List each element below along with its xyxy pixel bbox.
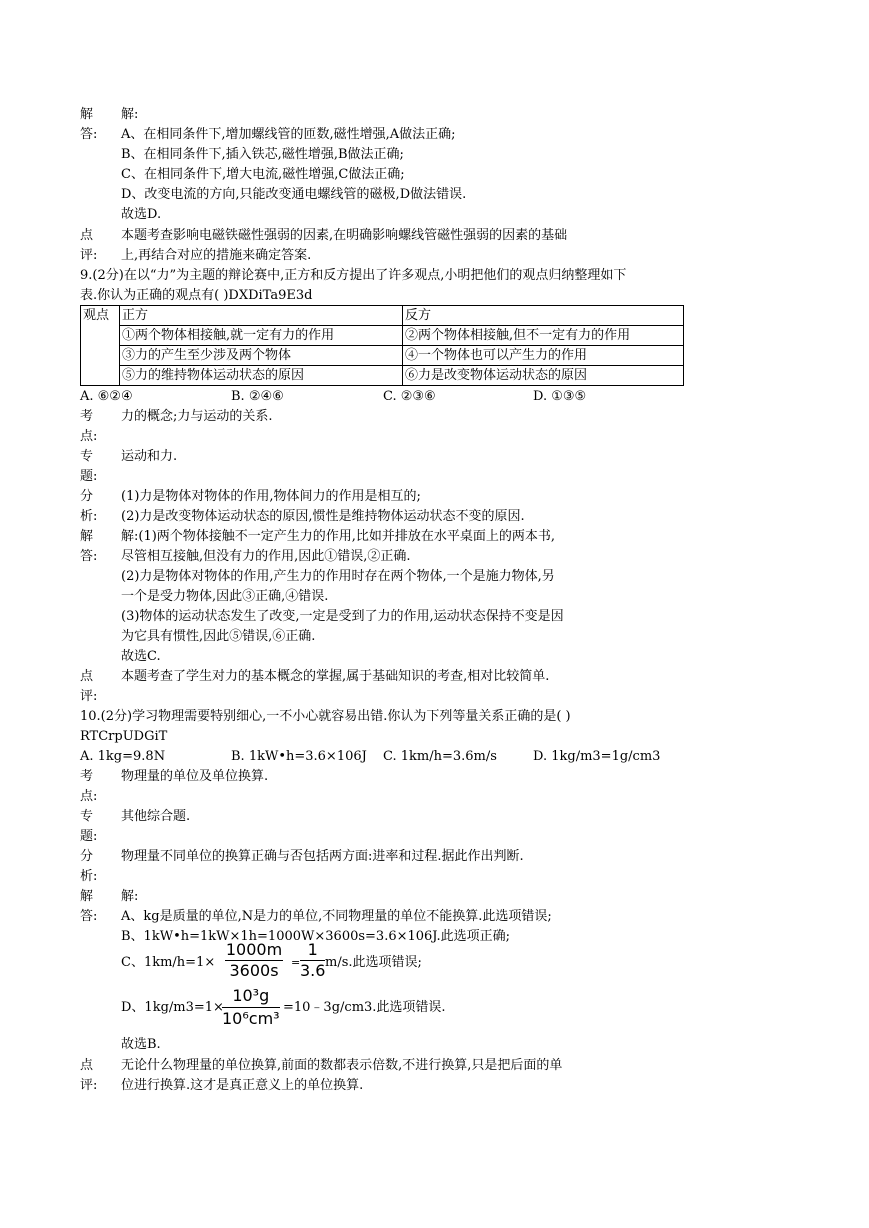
q9-dianping: 本题考查了学生对力的基本概念的掌握,属于基础知识的考查,相对比较简单.	[121, 669, 550, 684]
q10-dianping-label: 点	[80, 1058, 94, 1073]
q10-option-d: D. 1kg/m3=1g/cm3	[533, 749, 661, 764]
q9-zhuanti-label: 题:	[80, 469, 98, 484]
q10-fenxi: 物理量不同单位的换算正确与否包括两方面:进率和过程.据此作出判断.	[121, 849, 524, 864]
q9-jieda-line: (2)力是物体对物体的作用,产生力的作用时存在两个物体,一个是施力物体,另	[121, 569, 555, 584]
q10-jieda-c-suffix: m/s.此选项错误;	[325, 955, 422, 970]
q9-zhuanti: 运动和力.	[121, 449, 178, 464]
q9-jieda-line: (3)物体的运动状态发生了改变,一定是受到了力的作用,运动状态保持不变是因	[121, 609, 564, 624]
q10-stem: 10.(2分)学习物理需要特别细心,一不小心就容易出错.你认为下列等量关系正确的是( )	[80, 709, 571, 724]
q9-jieda-line: 故选C.	[121, 649, 161, 664]
q10-jieda-line: 故选B.	[121, 1037, 161, 1052]
q8-comment-label: 评:	[80, 248, 98, 263]
q9-jieda-line: 一个是受力物体,因此③正确,④错误.	[121, 589, 329, 604]
q8-answer-line: A、在相同条件下,增加螺线管的匝数,磁性增强,A做法正确;	[121, 127, 456, 142]
table-header-cell: 正方	[120, 306, 403, 326]
table-header-cell: 观点	[81, 306, 120, 386]
q8-answer-line: C、在相同条件下,增大电流,磁性增强,C做法正确;	[121, 167, 405, 182]
q9-kaodian: 力的概念;力与运动的关系.	[121, 409, 273, 424]
q10-zhuanti: 其他综合题.	[121, 809, 191, 824]
q9-viewpoint-table	[80, 305, 684, 386]
q9-fenxi-label: 分	[80, 489, 94, 504]
q9-zhuanti-label: 专	[80, 449, 94, 464]
q10-kaodian-label: 考	[80, 769, 94, 784]
table-cell: ⑤力的维持物体运动状态的原因	[120, 366, 403, 386]
q10-dianping-line: 位进行换算.这才是真正意义上的单位换算.	[121, 1078, 364, 1093]
table-cell: ①两个物体相接触,就一定有力的作用	[120, 326, 403, 346]
q10-option-a: A. 1kg=9.8N	[80, 749, 166, 764]
table-cell: ③力的产生至少涉及两个物体	[120, 346, 403, 366]
q8-answer-line: B、在相同条件下,插入铁芯,磁性增强,B做法正确;	[121, 147, 404, 162]
fraction-equals: =	[291, 956, 301, 969]
q8-answer-line: 解:	[121, 107, 139, 122]
q8-comment-line: 本题考查影响电磁铁磁性强弱的因素,在明确影响螺线管磁性强弱的因素的基础	[121, 228, 568, 243]
q9-fenxi-line: (1)力是物体对物体的作用,物体间力的作用是相互的;	[121, 489, 421, 504]
q9-kaodian-label: 点:	[80, 429, 98, 444]
q10-jieda-line: B、1kW•h=1kW×1h=1000W×3600s=3.6×106J.此选项正确;	[121, 929, 511, 944]
q10-jieda-label: 答:	[80, 909, 98, 924]
q10-option-c: C. 1km/h=3.6m/s	[383, 749, 497, 764]
q9-jieda-line: 尽管相互接触,但没有力的作用,因此①错误,②正确.	[121, 549, 411, 564]
q9-jieda-line: 解:(1)两个物体接触不一定产生力的作用,比如并排放在水平桌面上的两本书,	[121, 529, 556, 544]
q10-stem: RTCrpUDGiT	[80, 729, 168, 744]
q9-jieda-line: 为它具有惯性,因此⑤错误,⑥正确.	[121, 629, 316, 644]
q9-jieda-label: 答:	[80, 549, 98, 564]
q10-option-b: B. 1kW•h=3.6×106J	[231, 749, 367, 764]
q10-jieda-c-prefix: C、1km/h=1×	[121, 955, 216, 970]
table-cell: ⑥力是改变物体运动状态的原因	[403, 366, 684, 386]
q9-stem: 9.(2分)在以“力”为主题的辩论赛中,正方和反方提出了许多观点,小明把他们的观点归纳整理如下	[80, 268, 627, 283]
q10-fenxi-label: 分	[80, 849, 94, 864]
q9-dianping-label: 点	[80, 669, 94, 684]
q8-answer-label: 答:	[80, 127, 98, 142]
table-cell: ②两个物体相接触,但不一定有力的作用	[403, 326, 684, 346]
q8-answer-line: D、改变电流的方向,只能改变通电螺线管的磁极,D做法错误.	[121, 187, 467, 202]
q8-comment-line: 上,再结合对应的措施来确定答案.	[121, 248, 312, 263]
q10-fenxi-label: 析:	[80, 869, 98, 884]
fraction-numerator: 10³g	[222, 985, 280, 1008]
q9-fenxi-line: (2)力是改变物体运动状态的原因,惯性是维持物体运动状态不变的原因.	[121, 509, 525, 524]
q10-jieda-line: A、kg是质量的单位,N是力的单位,不同物理量的单位不能换算.此选项错误;	[121, 909, 552, 924]
table-row	[81, 306, 684, 326]
fraction-denominator: 3600s	[229, 961, 279, 980]
q8-answer-label: 解	[80, 107, 94, 122]
q9-dianping-label: 评:	[80, 689, 98, 704]
table-header-cell: 反方	[403, 306, 684, 326]
q10-c-fraction-2	[300, 940, 325, 981]
q10-d-fraction	[222, 985, 280, 1030]
q9-fenxi-label: 析:	[80, 509, 98, 524]
q8-answer-line: 故选D.	[121, 207, 162, 222]
q10-zhuanti-label: 题:	[80, 829, 98, 844]
q10-jieda-d-suffix: =10﹣3g/cm3.此选项错误.	[283, 1000, 446, 1015]
q10-kaodian-label: 点:	[80, 789, 98, 804]
q9-option-c: C. ②③⑥	[383, 389, 436, 404]
q10-jieda-label: 解	[80, 889, 94, 904]
q8-comment-label: 点	[80, 228, 94, 243]
q9-option-d: D. ①③⑤	[533, 389, 587, 404]
fraction-numerator: 1000m	[225, 940, 283, 959]
q10-c-fraction	[213, 940, 295, 981]
q9-stem: 表.你认为正确的观点有( )DXDiTa9E3d	[80, 288, 313, 303]
q10-dianping-label: 评:	[80, 1078, 98, 1093]
q9-jieda-label: 解	[80, 529, 94, 544]
table-row	[81, 346, 684, 366]
fraction-numerator: 1	[300, 940, 325, 961]
q10-jieda-line: 解:	[121, 889, 139, 904]
q9-kaodian-label: 考	[80, 409, 94, 424]
q10-jieda-d-prefix: D、1kg/m3=1×	[121, 1000, 224, 1015]
table-row	[81, 366, 684, 386]
q9-option-a: A. ⑥②④	[80, 389, 133, 404]
table-cell: ④一个物体也可以产生力的作用	[403, 346, 684, 366]
q9-option-b: B. ②④⑥	[231, 389, 284, 404]
fraction-denominator: 10⁶cm³	[222, 1009, 280, 1028]
table-row	[81, 326, 684, 346]
q10-zhuanti-label: 专	[80, 809, 94, 824]
q10-kaodian: 物理量的单位及单位换算.	[121, 769, 269, 784]
q10-dianping-line: 无论什么物理量的单位换算,前面的数都表示倍数,不进行换算,只是把后面的单	[121, 1058, 563, 1073]
fraction-denominator: 3.6	[300, 961, 326, 980]
